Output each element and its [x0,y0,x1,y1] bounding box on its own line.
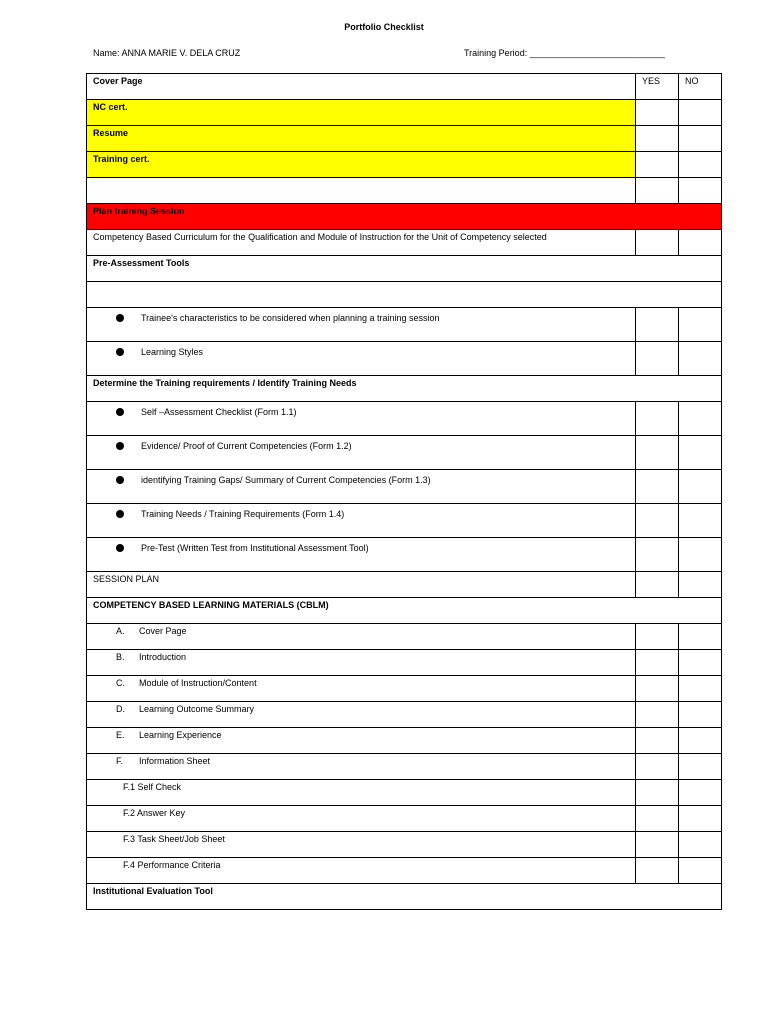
yes-cell[interactable] [636,754,679,780]
no-cell[interactable] [679,308,722,342]
empty-cell [87,178,636,204]
no-cell[interactable] [679,470,722,504]
row-label: Training cert. [93,154,150,164]
portfolio-checklist-table [86,73,722,910]
row-label-cell [87,126,636,152]
list-letter: D. [116,704,125,714]
bullet-icon [116,408,124,416]
row-label: Introduction [139,652,187,662]
table-row [87,702,722,728]
row-label: Plan training Session [93,206,185,216]
yes-cell[interactable] [636,572,679,598]
row-label: Training Needs / Training Requirements (Form 1.4) [141,509,345,519]
yes-cell[interactable] [636,538,679,572]
no-cell[interactable] [679,402,722,436]
yes-cell[interactable] [636,780,679,806]
section-heading: Pre-Assessment Tools [93,258,190,268]
no-cell[interactable] [679,624,722,650]
row-label-cell [87,74,636,100]
bullet-icon [116,544,124,552]
table-row [87,230,722,256]
table-row [87,436,722,470]
table-row [87,780,722,806]
list-letter: A. [116,626,125,636]
no-cell[interactable] [679,538,722,572]
row-label-cell [87,754,636,780]
row-label: F.3 Task Sheet/Job Sheet [123,834,225,844]
row-label: Pre-Test (Written Test from Institutional Assessment Tool) [141,543,369,553]
bullet-icon [116,442,124,450]
row-label-cell [87,256,722,282]
no-cell[interactable] [679,100,722,126]
yes-cell[interactable] [636,650,679,676]
row-label: SESSION PLAN [93,574,160,584]
row-label-cell [87,230,636,256]
yes-cell[interactable] [636,308,679,342]
no-cell[interactable] [679,126,722,152]
row-label-cell [87,402,636,436]
table-row [87,538,722,572]
no-cell[interactable] [679,178,722,204]
yes-cell[interactable] [636,436,679,470]
no-cell[interactable] [679,676,722,702]
row-label-cell [87,572,636,598]
yes-cell[interactable] [636,624,679,650]
no-cell[interactable] [679,806,722,832]
row-label-cell [87,728,636,754]
table-row [87,572,722,598]
table-row [87,728,722,754]
row-label-cell [87,538,636,572]
table-row [87,74,722,100]
row-label: Information Sheet [139,756,211,766]
yes-cell[interactable] [636,728,679,754]
list-letter: B. [116,652,125,662]
no-cell[interactable] [679,728,722,754]
yes-cell[interactable] [636,152,679,178]
row-label: F.1 Self Check [123,782,182,792]
bullet-icon [116,314,124,322]
row-label-cell [87,342,636,376]
no-cell[interactable] [679,702,722,728]
row-label-cell [87,624,636,650]
row-label: Self –Assessment Checklist (Form 1.1) [141,407,297,417]
document-title: Portfolio Checklist [344,22,424,32]
list-letter: F. [116,756,124,766]
row-label-cell [87,806,636,832]
yes-cell[interactable] [636,702,679,728]
no-cell[interactable] [679,342,722,376]
row-label-cell [87,780,636,806]
no-cell[interactable] [679,572,722,598]
no-header: NO [679,74,722,100]
yes-cell[interactable] [636,676,679,702]
row-label: Module of Instruction/Content [139,678,257,688]
row-label-cell [87,376,722,402]
yes-cell[interactable] [636,230,679,256]
empty-cell [87,282,722,308]
row-label: Learning Styles [141,347,204,357]
table-row [87,470,722,504]
table-row [87,624,722,650]
yes-header: YES [636,74,679,100]
yes-cell[interactable] [636,470,679,504]
row-label-cell [87,598,722,624]
table-row [87,342,722,376]
yes-cell[interactable] [636,402,679,436]
row-label: Cover Page [139,626,187,636]
no-cell[interactable] [679,230,722,256]
table-row [87,858,722,884]
no-cell[interactable] [679,858,722,884]
no-cell[interactable] [679,650,722,676]
yes-cell[interactable] [636,832,679,858]
bullet-icon [116,476,124,484]
list-letter: C. [116,678,125,688]
row-label-cell [87,504,636,538]
no-cell[interactable] [679,780,722,806]
row-label: Competency Based Curriculum for the Qualification and Module of Instruction for the Unit of Competency selected [93,232,547,242]
row-label-cell [87,436,636,470]
table-row [87,402,722,436]
table-row [87,100,722,126]
no-cell[interactable] [679,504,722,538]
table-row [87,676,722,702]
no-cell[interactable] [679,152,722,178]
bullet-icon [116,348,124,356]
training-period-field: Training Period: ___________________________ [464,48,665,58]
row-label: identifying Training Gaps/ Summary of Current Competencies (Form 1.3) [141,475,431,485]
row-label: NC cert. [93,102,128,112]
yes-cell[interactable] [636,100,679,126]
row-label-cell [87,152,636,178]
no-cell[interactable] [679,754,722,780]
table-row [87,256,722,282]
table-row-empty [87,282,722,308]
table-row [87,806,722,832]
yes-cell[interactable] [636,178,679,204]
table-row [87,754,722,780]
table-row [87,126,722,152]
table-row [87,832,722,858]
name-field: Name: ANNA MARIE V. DELA CRUZ [93,48,241,58]
table-row [87,650,722,676]
table-row-empty [87,178,722,204]
row-label-cell [87,832,636,858]
table-row [87,376,722,402]
table-row [87,598,722,624]
row-label-cell [87,100,636,126]
row-label-cell [87,308,636,342]
row-label-cell [87,650,636,676]
row-label: F.2 Answer Key [123,808,186,818]
row-label: Trainee's characteristics to be considered when planning a training session [141,313,440,323]
yes-cell[interactable] [636,806,679,832]
bullet-icon [116,510,124,518]
row-label-cell [87,470,636,504]
row-label: Cover Page [93,76,143,86]
list-letter: E. [116,730,125,740]
section-heading: Determine the Training requirements / Identify Training Needs [93,378,357,388]
table-row [87,504,722,538]
yes-cell[interactable] [636,126,679,152]
row-label-cell [87,858,636,884]
row-label: F.4 Performance Criteria [123,860,221,870]
row-label-cell [87,884,722,910]
row-label: Learning Experience [139,730,222,740]
no-cell[interactable] [679,832,722,858]
table-row [87,308,722,342]
yes-cell[interactable] [636,504,679,538]
no-cell[interactable] [679,436,722,470]
table-row [87,884,722,910]
section-heading: Institutional Evaluation Tool [93,886,213,896]
yes-cell[interactable] [636,858,679,884]
row-label-cell [87,676,636,702]
table-row [87,152,722,178]
row-label-cell [87,702,636,728]
section-heading: COMPETENCY BASED LEARNING MATERIALS (CBLM) [93,600,329,610]
row-label-cell [87,204,722,230]
row-label: Evidence/ Proof of Current Competencies (Form 1.2) [141,441,352,451]
row-label: Learning Outcome Summary [139,704,255,714]
yes-cell[interactable] [636,342,679,376]
row-label: Resume [93,128,129,138]
table-row [87,204,722,230]
